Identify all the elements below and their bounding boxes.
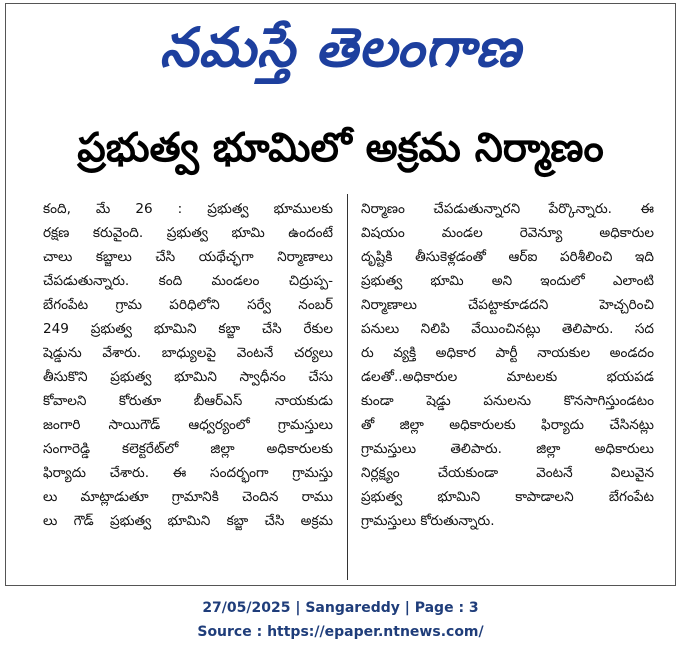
article-column-left xyxy=(43,197,333,533)
article-line: విషయం మండల రెవెన్యూ అధికారుల xyxy=(361,225,654,241)
article-headline: ప్రభుత్వ భూమిలో అక్రమ నిర్మాణం xyxy=(77,125,604,171)
article-line: చేపడుతున్నారు. కంది మండలం చిద్రుప్ప- xyxy=(43,273,333,289)
article-line: లు మాట్లాడుతూ గ్రామానికి చెందిన రాము xyxy=(43,489,333,505)
article-line: కంది, మే 26 : ప్రభుత్వ భూములకు xyxy=(43,201,333,217)
newspaper-masthead: నమస్తే తెలంగాణ xyxy=(159,16,522,79)
article-line: నిర్మాణాలు చేపట్టాకూడదని హెచ్చరించి xyxy=(361,297,654,313)
article-line: రు వ్యక్తి అధికార పార్టీ నాయకుల అండదం xyxy=(361,345,654,361)
article-line: కోవాలని కోరుతూ బీఆర్ఎస్ నాయకుడు xyxy=(43,393,333,409)
article-line: ప్రభుత్వ భూమిని కాపాడాలని బేగంపేట xyxy=(361,489,654,505)
column-divider xyxy=(347,194,348,580)
article-column-right xyxy=(361,197,654,533)
article-line: తీసుకొని ప్రభుత్వ భూమిని స్వాధీనం చేసు xyxy=(43,369,333,385)
article-line: పనులు నిలిపి వేయించినట్లు తెలిపారు. సద xyxy=(361,321,654,337)
article-line: నిర్లక్ష్యం చేయకుండా వెంటనే విలువైన xyxy=(361,465,654,481)
news-clipping xyxy=(5,3,676,586)
article-line: ఫిర్యాదు చేశారు. ఈ సందర్భంగా గ్రామస్తు xyxy=(43,465,333,481)
article-line: సంగారెడ్డి కలెక్టరేట్‌లో జిల్లా అధికారులకు xyxy=(43,441,333,457)
article-line: జంగారి సాయిగౌడ్ ఆధ్వర్యంలో గ్రామస్తులు xyxy=(43,417,333,433)
article-line: నిర్మాణం చేపడుతున్నారని పేర్కొన్నారు. ఈ xyxy=(361,201,654,217)
article-line: షెడ్డును వేశారు. బాధ్యులపై వెంటనే చర్యలు xyxy=(43,345,333,361)
article-line: గ్రామస్తులు కోరుతున్నారు. xyxy=(361,513,495,529)
article-line: గ్రామస్తులు తెలిపారు. జిల్లా అధికారులు xyxy=(361,441,654,457)
article-line: దృష్టికి తీసుకెళ్లడంతో ఆర్ఐ పరిశీలించి ఇది xyxy=(361,249,654,265)
article-line: 249 ప్రభుత్వ భూమిని కబ్జా చేసి రేకుల xyxy=(43,321,333,337)
article-line: ప్రభుత్వ భూమి అని ఇందులో ఎలాంటి xyxy=(361,273,654,289)
article-line: బేగంపేట గ్రామ పరిధిలోని సర్వే నంబర్ xyxy=(43,297,333,313)
article-line: లు గౌడ్ ప్రభుత్వ భూమిని కబ్జా చేసి అక్రమ xyxy=(43,513,333,529)
article-line: చాలు కబ్జాలు చేసి యథేచ్ఛగా నిర్మాణాలు xyxy=(43,249,333,265)
clipping-source: Source : https://epaper.ntnews.com/ xyxy=(197,624,484,640)
article-line: డలతో..అధికారుల మాటలకు భయపడ xyxy=(361,369,654,385)
article-line: రక్షణ కరువైంది. ప్రభుత్వ భూమి ఉందంటే xyxy=(43,225,333,241)
article-line: తో జిల్లా అధికారులకు ఫిర్యాదు చేసినట్లు xyxy=(361,417,654,433)
clipping-date-page: 27/05/2025 | Sangareddy | Page : 3 xyxy=(202,600,479,616)
article-line: కుండా షెడ్డు పనులను కొనసాగిస్తుండటం xyxy=(361,393,654,409)
